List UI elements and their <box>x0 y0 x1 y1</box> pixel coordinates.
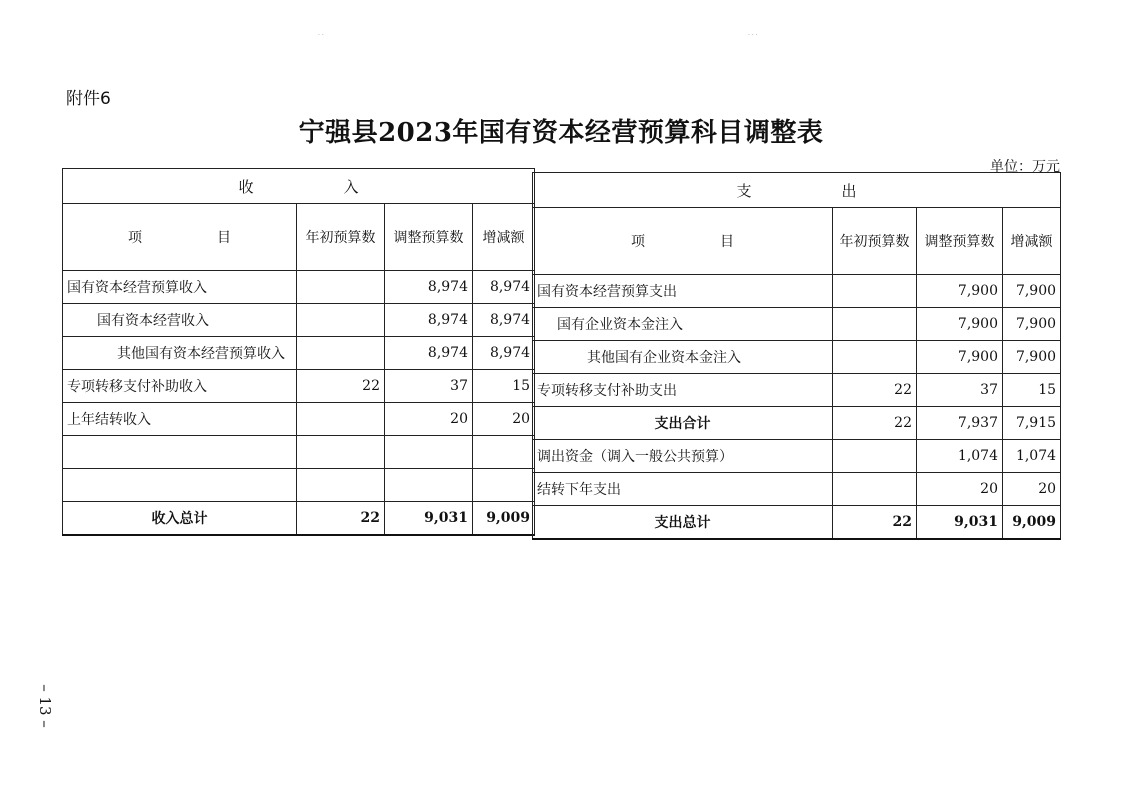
table-row <box>533 308 1061 341</box>
change-cell: 20 <box>1003 473 1061 506</box>
col-adjusted: 调整预算数 <box>385 204 473 271</box>
adjusted-cell: 37 <box>385 370 473 403</box>
item-cell: 国有企业资本金注入 <box>533 308 833 341</box>
col-change: 增减额 <box>1003 208 1061 275</box>
item-cell: 其他国有企业资本金注入 <box>533 341 833 374</box>
initial-cell <box>297 271 385 304</box>
initial-cell <box>297 304 385 337</box>
adjusted-cell: 8,974 <box>385 304 473 337</box>
item-cell: 上年结转收入 <box>63 403 297 436</box>
table-row <box>63 436 535 469</box>
col-item: 项 目 <box>63 204 297 271</box>
expenditure-section-header: 支 出 <box>533 173 1061 208</box>
unit-label: 单位：万元 <box>990 159 1060 175</box>
item-cell <box>63 469 297 502</box>
change-cell: 8,974 <box>473 271 535 304</box>
total-initial: 22 <box>833 506 917 539</box>
total-label: 收入总计 <box>63 502 297 535</box>
initial-cell <box>297 403 385 436</box>
change-cell <box>473 469 535 502</box>
subtotal-label: 支出合计 <box>533 407 833 440</box>
adjusted-cell: 7,900 <box>917 341 1003 374</box>
item-cell: 国有资本经营预算收入 <box>63 271 297 304</box>
page-number: – 13 – <box>36 684 54 728</box>
col-change: 增减额 <box>473 204 535 271</box>
adjusted-cell: 7,937 <box>917 407 1003 440</box>
adjusted-cell: 7,900 <box>917 275 1003 308</box>
table-row <box>63 271 535 304</box>
subtotal-row <box>533 407 1061 440</box>
change-cell: 15 <box>1003 374 1061 407</box>
total-change: 9,009 <box>1003 506 1061 539</box>
item-cell: 专项转移支付补助支出 <box>533 374 833 407</box>
adjusted-cell: 37 <box>917 374 1003 407</box>
initial-cell <box>833 473 917 506</box>
table-row <box>533 473 1061 506</box>
table-row <box>63 337 535 370</box>
col-initial: 年初预算数 <box>833 208 917 275</box>
change-cell: 1,074 <box>1003 440 1061 473</box>
total-adjusted: 9,031 <box>385 502 473 535</box>
item-cell: 专项转移支付补助收入 <box>63 370 297 403</box>
change-cell: 8,974 <box>473 337 535 370</box>
adjusted-cell <box>385 469 473 502</box>
table-row <box>533 275 1061 308</box>
adjusted-cell: 20 <box>917 473 1003 506</box>
item-cell <box>63 436 297 469</box>
adjusted-cell: 20 <box>385 403 473 436</box>
total-change: 9,009 <box>473 502 535 535</box>
change-cell: 7,900 <box>1003 275 1061 308</box>
adjusted-cell: 1,074 <box>917 440 1003 473</box>
table-row <box>63 469 535 502</box>
adjusted-cell: 8,974 <box>385 271 473 304</box>
initial-cell: 22 <box>833 374 917 407</box>
change-cell: 7,915 <box>1003 407 1061 440</box>
page-title: 宁强县2023年国有资本经营预算科目调整表 <box>298 118 824 148</box>
table-row <box>63 370 535 403</box>
change-cell: 15 <box>473 370 535 403</box>
total-initial: 22 <box>297 502 385 535</box>
total-row <box>63 502 535 535</box>
table-row <box>63 403 535 436</box>
income-section-header: 收 入 <box>63 169 535 204</box>
col-initial: 年初预算数 <box>297 204 385 271</box>
item-cell: 国有资本经营预算支出 <box>533 275 833 308</box>
initial-cell <box>833 308 917 341</box>
initial-cell <box>833 440 917 473</box>
initial-cell <box>297 469 385 502</box>
attachment-label: 附件6 <box>66 89 111 109</box>
adjusted-cell: 7,900 <box>917 308 1003 341</box>
initial-cell: 22 <box>833 407 917 440</box>
initial-cell <box>297 436 385 469</box>
adjusted-cell <box>385 436 473 469</box>
initial-cell <box>297 337 385 370</box>
income-table <box>62 168 535 536</box>
item-cell: 国有资本经营收入 <box>63 304 297 337</box>
expenditure-table <box>532 172 1061 540</box>
initial-cell: 22 <box>297 370 385 403</box>
item-cell: 结转下年支出 <box>533 473 833 506</box>
adjusted-cell: 8,974 <box>385 337 473 370</box>
change-cell: 8,974 <box>473 304 535 337</box>
scan-speck: · · · <box>748 32 758 39</box>
table-row <box>63 304 535 337</box>
total-label: 支出总计 <box>533 506 833 539</box>
initial-cell <box>833 341 917 374</box>
item-cell: 调出资金（调入一般公共预算） <box>533 440 833 473</box>
table-row <box>533 374 1061 407</box>
initial-cell <box>833 275 917 308</box>
change-cell: 7,900 <box>1003 341 1061 374</box>
total-adjusted: 9,031 <box>917 506 1003 539</box>
col-adjusted: 调整预算数 <box>917 208 1003 275</box>
total-row <box>533 506 1061 539</box>
change-cell: 7,900 <box>1003 308 1061 341</box>
change-cell: 20 <box>473 403 535 436</box>
col-item: 项 目 <box>533 208 833 275</box>
change-cell <box>473 436 535 469</box>
table-row <box>533 440 1061 473</box>
item-cell: 其他国有资本经营预算收入 <box>63 337 297 370</box>
scan-speck: · · <box>318 32 324 39</box>
table-row <box>533 341 1061 374</box>
